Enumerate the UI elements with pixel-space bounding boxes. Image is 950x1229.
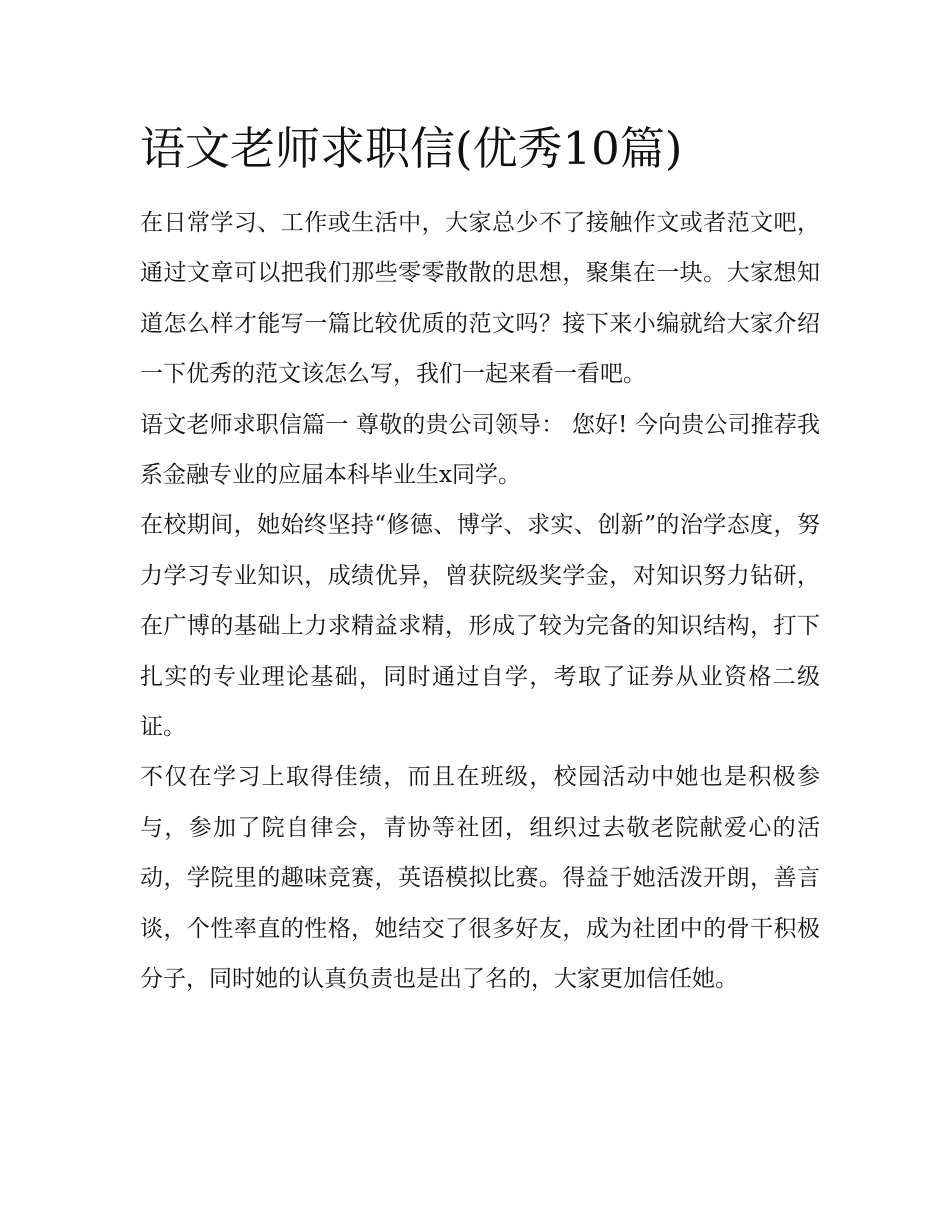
paragraph-activities: 不仅在学习上取得佳绩，而且在班级，校园活动中她也是积极参与，参加了院自律会，青协等社团，组织过去敬老院献爱心的活动，学院里的趣味竞赛，英语模拟比赛。得益于她活泼开朗，善言谈，个性率直的性格，她结交了很多好友，成为社团中的骨干积极分子，同时她的认真负责也是出了名的，大家更加信任她。 bbox=[140, 764, 820, 993]
paragraph-study: 在校期间，她始终坚持“修德、博学、求实、创新”的治学态度，努力学习专业知识，成绩优异，曾获院级奖学金，对知识努力钻研，在广博的基础上力求精益求精，形成了较为完备的知识结构，打下扎实的专业理论基础，同时通过自学，考取了证券从业资格二级证。 bbox=[140, 512, 820, 741]
paragraph-salutation: 语文老师求职信篇一 尊敬的贵公司领导： 您好! 今向贵公司推荐我系金融专业的应届本科毕业生x同学。 bbox=[140, 411, 820, 489]
document-title: 语文老师求职信(优秀10篇) bbox=[140, 122, 683, 175]
paragraph-intro: 在日常学习、工作或生活中，大家总少不了接触作文或者范文吧，通过文章可以把我们那些零零散散的思想，聚集在一块。大家想知道怎么样才能写一篇比较优质的范文吗？接下来小编就给大家介绍一下优秀的范文该怎么写，我们一起来看一看吧。 bbox=[140, 210, 820, 388]
document-body bbox=[140, 198, 820, 1005]
